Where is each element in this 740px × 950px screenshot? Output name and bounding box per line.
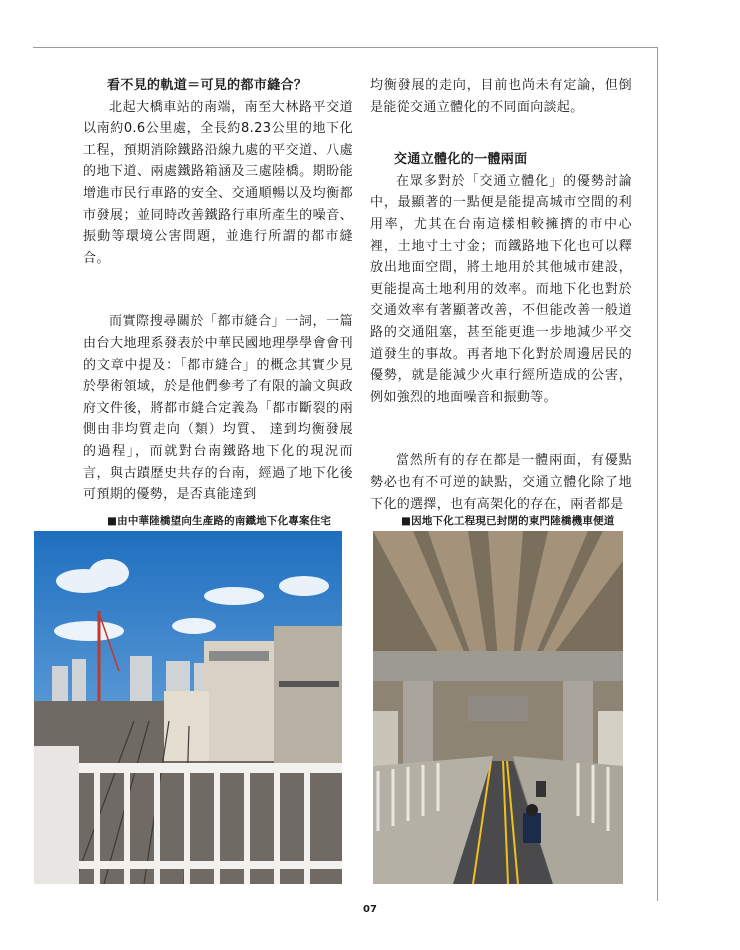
paragraph: 北起大橋車站的南端，南至大林路平交道以南約0.6公里處，全長約8.23公里的地下化工程，預期消除鐵路沿線九處的平交道、八處的地下道、兩處鐵路箱涵及三處陸橋。期盼能增進市民行車路的安全、交通順暢以及均衡都市發展；並同時改善鐵路行車所產生的噪音、振動等環境公害問題，並進行所謂的都市縫合。 <box>83 99 353 266</box>
photo-caption: ■因地下化工程現已封閉的東門陸橋機車便道 <box>401 515 615 527</box>
page-number: 07 <box>363 904 377 915</box>
right-column <box>370 75 632 515</box>
paragraph: 當然所有的存在都是一體兩面，有優點勢必也有不可逆的缺點，交通立體化除了地下化的選擇，也有高架化的存在，兩者都是 <box>370 453 632 512</box>
paragraph: 而實際搜尋關於「都市縫合」一詞，一篇由台大地理系發表於中華民國地理學學會會刊的文章中提及：「都市縫合」的概念其實少見於學術領域，於是他們參考了有限的論文與政府文件後，將都市縫合定義為「都市斷裂的兩側由非均質走向（類）均質、 達到均衡發展的過程」，而就對台南鐵路地下化的現況而言，與古蹟歷史共存的台南，經過了地下化後可預期的優勢，是否真能達到 <box>83 314 353 503</box>
photo-rail-yard <box>34 531 342 884</box>
photo-caption: ■由中華陸橋望向生產路的南鐵地下化專案住宅 <box>107 515 332 527</box>
paragraph: 在眾多對於「交通立體化」的優勢討論中，最顯著的一點便是能提高城市空間的利用率，尤其在台南這樣相較擁擠的市中心裡，土地寸土寸金；而鐵路地下化也可以釋放出地面空間，將土地用於其他城市建設，更能提高土地利用的效率。而地下化也對於交通效率有著顯著改善，不但能改善一般道路的交通阻塞，甚至能更進一步地減少平交道發生的事故。再者地下化對於周邊居民的優勢，就是能減少火車行經所造成的公害，例如強烈的地面噪音和振動等。 <box>370 173 632 405</box>
left-column <box>83 75 353 506</box>
section-title: 看不見的軌道＝可見的都市縫合？ <box>107 78 308 93</box>
section-title: 交通立體化的一體兩面 <box>394 152 528 168</box>
photo-overpass <box>373 531 623 884</box>
paragraph: 均衡發展的走向，目前也尚未有定論，但倒是能從交通立體化的不同面向談起。 <box>370 78 632 115</box>
